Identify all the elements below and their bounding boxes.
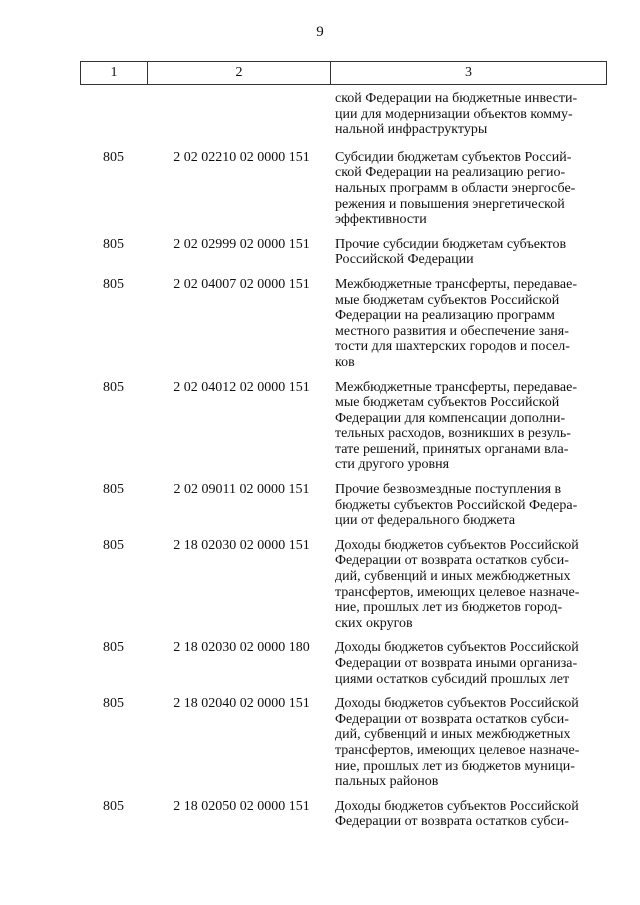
admin-code-cell: 805 [103,696,124,712]
budget-code-cell: 2 02 02999 02 0000 151 [173,236,310,252]
page-number: 9 [316,24,324,40]
budget-code-cell: 2 02 02210 02 0000 151 [173,149,310,165]
description-cell: Субсидии бюджетам субъектов Россий- ской Федерации на реализацию регио- нальных программ в области энергосбе- режения и повышения энергетической эффективности [335,149,576,228]
budget-code-cell: 2 02 09011 02 0000 151 [173,482,310,498]
admin-code-cell [80,91,147,138]
table-row [80,696,607,790]
table-row [80,91,607,138]
budget-code-cell: 2 02 04012 02 0000 151 [173,379,310,395]
admin-code-cell: 805 [103,537,124,553]
header-col-1: 1 [81,62,148,84]
table-row [80,237,607,268]
budget-code-cell: 2 18 02050 02 0000 151 [173,798,310,814]
admin-code-cell: 805 [103,640,124,656]
table-row [80,277,607,371]
description-cell: Доходы бюджетов субъектов Российской Федерации от возврата остатков субси- [335,798,579,830]
description-cell: Доходы бюджетов субъектов Российской Федерации от возврата остатков субси- дий, субвенций и иных межбюджетных трансфертов, имеющих целевое назначе- ние, прошлых лет из бюджетов город- ских округов [335,537,580,631]
admin-code-cell: 805 [103,379,124,395]
budget-code-cell: 2 02 04007 02 0000 151 [173,276,310,292]
description-cell: Доходы бюджетов субъектов Российской Федерации от возврата иными организа- циями остатков субсидий прошлых лет [335,640,579,687]
table-row [80,380,607,474]
budget-code-cell: 2 18 02030 02 0000 151 [173,537,310,553]
description-cell: ской Федерации на бюджетные инвести- ции для модернизации объектов комму- нальной инфраструктуры [335,91,578,138]
header-col-2: 2 [148,62,331,84]
admin-code-cell: 805 [103,482,124,498]
table-row [80,640,607,687]
table-row [80,538,607,632]
budget-code-cell [147,91,330,138]
description-cell: Прочие субсидии бюджетам субъектов Российской Федерации [335,236,567,268]
budget-code-cell: 2 18 02040 02 0000 151 [173,696,310,712]
budget-code-cell: 2 18 02030 02 0000 180 [173,640,310,656]
admin-code-cell: 805 [103,149,124,165]
admin-code-cell: 805 [103,798,124,814]
table-row [80,150,607,228]
header-col-3: 3 [465,65,472,80]
admin-code-cell: 805 [103,276,124,292]
table-row [80,799,607,830]
description-cell: Прочие безвозмездные поступления в бюджеты субъектов Российской Федера- ции от федерального бюджета [335,482,578,529]
table-body [80,91,607,839]
admin-code-cell: 805 [103,236,124,252]
description-cell: Межбюджетные трансферты, передавае- мые бюджетам субъектов Российской Федерации на реализацию программ местного развития и обеспечение заня- тости для шахтерских городов и посел- ков [335,276,577,370]
description-cell: Доходы бюджетов субъектов Российской Федерации от возврата остатков субси- дий, субвенций и иных межбюджетных трансфертов, имеющих целевое назначе- ние, прошлых лет из бюджетов муници- пальных районов [335,696,580,790]
table-row [80,482,607,529]
table-header [80,61,607,85]
description-cell: Межбюджетные трансферты, передавае- мые бюджетам субъектов Российской Федерации для компенсации дополни- тельных расходов, возникших в резуль- тате решений, принятых органами вла- сти другого уровня [335,379,577,473]
